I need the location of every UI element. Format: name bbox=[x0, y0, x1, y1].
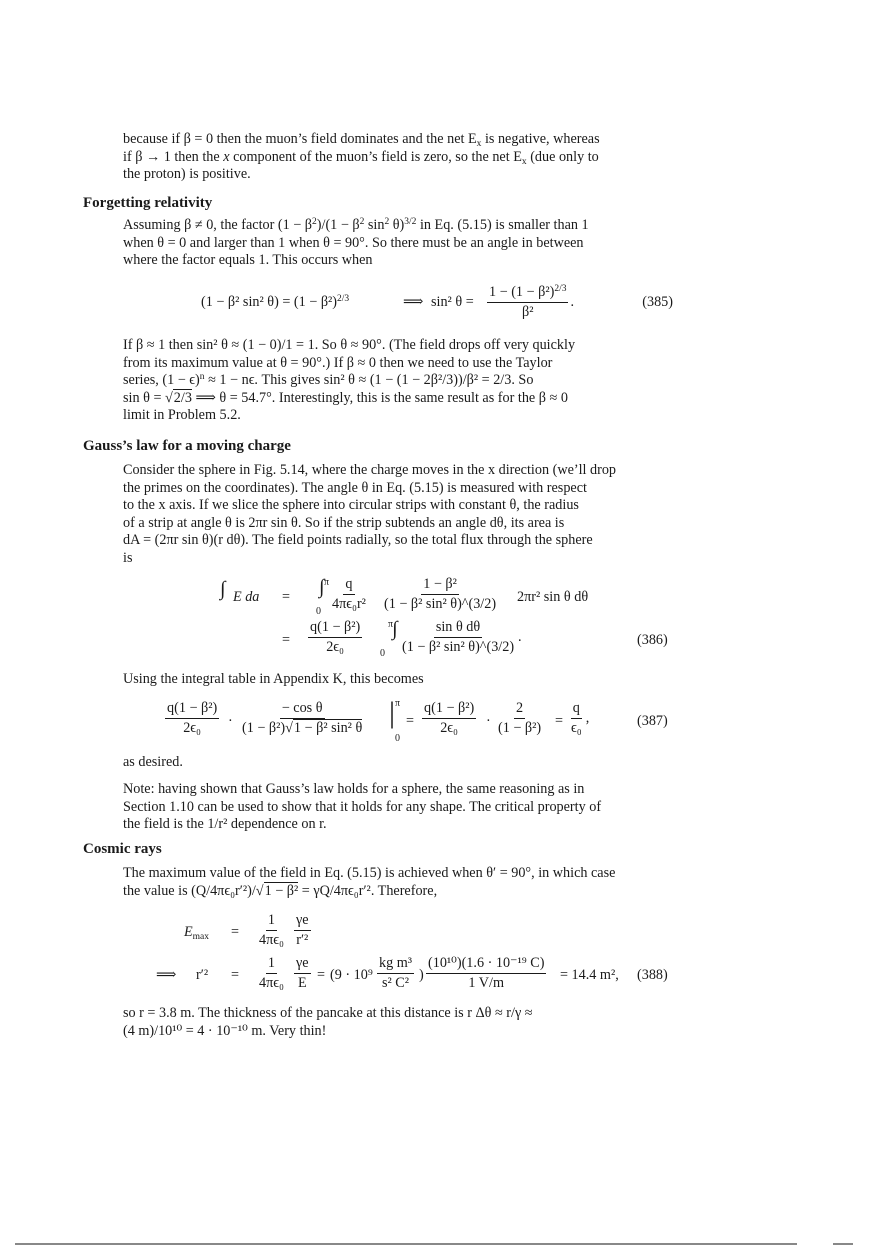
gauss-line-1: Consider the sphere in Fig. 5.14, where the charge moves in the x direction (we’ll drop bbox=[123, 462, 617, 478]
note-line-2: Section 1.10 can be used to show that it holds for any shape. The critical property of bbox=[123, 798, 602, 815]
footer-rule-small bbox=[833, 1243, 853, 1245]
equation-387 bbox=[0, 696, 880, 750]
eq387-equals-2: = bbox=[555, 713, 564, 729]
eq386-integral-lhs: ∫ bbox=[220, 578, 226, 600]
eq388-equals-2: = bbox=[231, 967, 240, 983]
equation-388 bbox=[0, 910, 880, 995]
cosmic-paragraph-2 bbox=[123, 1005, 673, 1040]
eq388-paren-close: ) bbox=[419, 967, 424, 983]
note-line-1: Note: having shown that Gauss’s law holds for a sphere, the same reasoning as in bbox=[123, 781, 585, 797]
eq387-equals-1: = bbox=[406, 713, 415, 729]
eq388-fraction-4: $\frac{\gamma e}{E}$ bbox=[296, 955, 309, 991]
eq385-implies: ⟹ bbox=[403, 294, 424, 310]
eq387-fraction-b: $\frac{\text{− cos θ}}{\text{(1 − β²)√1 − β² sin² θ}}$ bbox=[242, 700, 363, 736]
forgetting-p2-line-5: limit in Problem 5.2. bbox=[123, 407, 241, 423]
gauss-note bbox=[123, 781, 673, 834]
eq385-left: (1 − β² sin² $\theta) = (1 - \beta^2)^{2/3}$ bbox=[201, 294, 350, 310]
gauss-paragraph-2: Using the integral table in Appendix K, this becomes bbox=[123, 671, 424, 687]
eq388-units: $\frac{\text{kg m³}}{\text{s² C²}}$ bbox=[379, 955, 413, 991]
eq388-result: = 14.4 m², bbox=[560, 967, 619, 983]
eq386-lhs: E da bbox=[233, 589, 260, 605]
eq386-equals-2: = bbox=[282, 632, 291, 648]
equation-number-385: (385) bbox=[642, 294, 673, 310]
gauss-line-5: dA = (2πr sin θ)(r dθ). The field points radially, so the total flux through the sphere bbox=[123, 532, 593, 548]
eq387-fraction-e: $\frac{q}{\text{ϵ₀}}$ , bbox=[571, 700, 590, 736]
section-heading-gauss-law: Gauss’s law for a moving charge bbox=[83, 438, 291, 454]
forgetting-p2-line-4: sin θ = √2/3 ⟹ θ = 54.7°. Interestingly, this is the same result as for the β ≈ 0 bbox=[123, 389, 568, 406]
equation-number-388: (388) bbox=[637, 967, 668, 983]
equation-number-386: (386) bbox=[637, 632, 668, 648]
eq387-fraction-d: $\frac{2}{\text{(1 − β²)}}$ bbox=[498, 700, 542, 736]
eq388-fraction-2: $\frac{\gamma e}{\text{r′²}}$ bbox=[296, 912, 309, 948]
forgetting-p2-line-3: series, $(1 - \epsilon)^n \approx 1 - n\epsilon$. This gives sin² θ ≈ (1 − (1 − 2β²/3))/β² = 2/3. So bbox=[123, 372, 534, 388]
forgetting-paragraph-1 bbox=[123, 217, 673, 270]
eq385-fraction: $\frac{1 - (1 - \beta^2)^{2/3}}{\text{β²}}$ . bbox=[489, 284, 574, 320]
cosmic-p2-line-2: (4 m)/10¹⁰ = 4 · 10⁻¹⁰ m. Very thin! bbox=[123, 1022, 327, 1039]
cosmic-p2-line-1: so r = 3.8 m. The thickness of the pancake at this distance is r Δθ ≈ r/γ ≈ bbox=[123, 1005, 533, 1021]
forgetting-line-1: Assuming β ≠ 0, the factor $(1 - \beta^2)/(1 - \beta^2$ $\sin^2 \theta)^{3/2}$ in Eq. (5.15) is smaller than 1 bbox=[123, 217, 589, 233]
eq385-sin: sin² θ = bbox=[431, 294, 474, 310]
eq386-upper-1: π bbox=[324, 577, 330, 588]
eq386-fraction-2: $\frac{\text{1 − β²}}{\text{(1 − β² sin² θ)\textasciicircum{}(3/2)}}$ bbox=[384, 576, 497, 612]
section-heading-forgetting-relativity: Forgetting relativity bbox=[83, 195, 213, 211]
gauss-paragraph-3: as desired. bbox=[123, 754, 183, 770]
gauss-line-3: to the x axis. If we slice the sphere into circular strips with constant θ, the radius bbox=[123, 497, 579, 513]
intro-line-1: because if β = 0 then the muon’s field dominates and the net $E_x$ is negative, whereas bbox=[123, 131, 600, 149]
eq388-constant: (9 · 10⁹ bbox=[330, 967, 373, 983]
cosmic-paragraph-1 bbox=[123, 865, 673, 900]
eq387-cdot-2: · bbox=[486, 713, 491, 729]
equation-386 bbox=[0, 572, 880, 662]
forgetting-paragraph-2 bbox=[123, 337, 673, 425]
gauss-paragraph-1 bbox=[123, 462, 673, 567]
eq386-lower-1: 0 bbox=[316, 606, 321, 617]
eq387-fraction-a: $\frac{\text{q(1 − β²)}}{\text{2ϵ₀}}$ bbox=[167, 700, 218, 736]
cosmic-line-2: the value is (Q/4πϵ₀r′²)/√1 − β² = γQ/4πϵ₀r′². Therefore, bbox=[123, 882, 438, 899]
footer-rule bbox=[15, 1243, 797, 1245]
eq388-equals-3: = bbox=[317, 967, 326, 983]
eq386-equals-1: = bbox=[282, 589, 291, 605]
eq388-fraction-1: $\frac{1}{\text{4πϵ₀}}$ bbox=[259, 912, 284, 948]
eq388-implies: ⟹ bbox=[156, 967, 177, 983]
section-heading-cosmic-rays: Cosmic rays bbox=[83, 841, 162, 857]
eq388-lhs: r′² bbox=[196, 967, 209, 983]
gauss-line-2: the primes on the coordinates). The angle θ in Eq. (5.15) is measured with respect bbox=[123, 479, 587, 496]
eq387-cdot-1: · bbox=[228, 713, 233, 729]
intro-paragraph bbox=[123, 131, 673, 184]
eq386-tail: 2πr² sin θ dθ bbox=[517, 589, 589, 605]
forgetting-line-3: where the factor equals 1. This occurs when bbox=[123, 252, 373, 268]
cosmic-line-1: The maximum value of the field in Eq. (5.15) is achieved when θ′ = 90°, in which case bbox=[123, 865, 616, 881]
eq388-fraction-5: $\frac{\text{(10¹⁰)(1.6 · 10⁻¹⁹ C)}}{1 V/m}$ bbox=[428, 955, 545, 991]
equation-number-387: (387) bbox=[637, 713, 668, 729]
eq388-emax: $E_{max}$ bbox=[184, 924, 210, 942]
intro-line-3: the proton) is positive. bbox=[123, 166, 251, 182]
eq386-fraction-4: $\frac{\text{sin θ dθ}}{\text{(1 − β² sin² θ)\textasciicircum{}(3/2)}}$ . bbox=[402, 619, 522, 655]
eq386-upper-2: π bbox=[388, 619, 394, 630]
eq386-integral-1: ∫ bbox=[319, 576, 325, 598]
forgetting-line-2: when θ = 0 and larger than 1 when θ = 90°. So there must be an angle in between bbox=[123, 234, 584, 251]
eq387-eval-bar: | bbox=[389, 696, 396, 729]
eq388-equals-1: = bbox=[231, 924, 240, 940]
forgetting-p2-line-2: from its maximum value at θ = 90°.) If β ≈ 0 then we need to use the Taylor bbox=[123, 354, 553, 371]
eq386-fraction-3: $\frac{\text{q(1 − β²)}}{\text{2ϵ₀}}$ bbox=[310, 619, 361, 655]
eq388-fraction-3: $\frac{1}{\text{4πϵ₀}}$ bbox=[259, 955, 284, 991]
equation-385 bbox=[123, 284, 673, 324]
note-line-3: the field is the 1/r² dependence on r. bbox=[123, 816, 327, 832]
eq386-fraction-1: $\frac{q}{\text{4πϵ₀r²}}$ bbox=[332, 576, 366, 612]
gauss-line-6: is bbox=[123, 549, 133, 566]
eq387-lower: 0 bbox=[395, 733, 400, 744]
eq386-lower-2: 0 bbox=[380, 648, 385, 659]
intro-line-2: if β → 1 then the x component of the muon’s field is zero, so the net $E_x$ (due only to bbox=[123, 148, 599, 167]
gauss-line-4: of a strip at angle θ is 2πr sin θ. So if the strip subtends an angle dθ, its area is bbox=[123, 514, 565, 531]
eq387-upper: π bbox=[395, 698, 401, 709]
eq387-fraction-c: $\frac{\text{q(1 − β²)}}{\text{2ϵ₀}}$ bbox=[424, 700, 475, 736]
forgetting-p2-line-1: If β ≈ 1 then sin² θ ≈ (1 − 0)/1 = 1. So θ ≈ 90°. (The field drops off very quickly bbox=[123, 337, 576, 353]
eq386-integral-2: ∫ bbox=[392, 618, 398, 640]
